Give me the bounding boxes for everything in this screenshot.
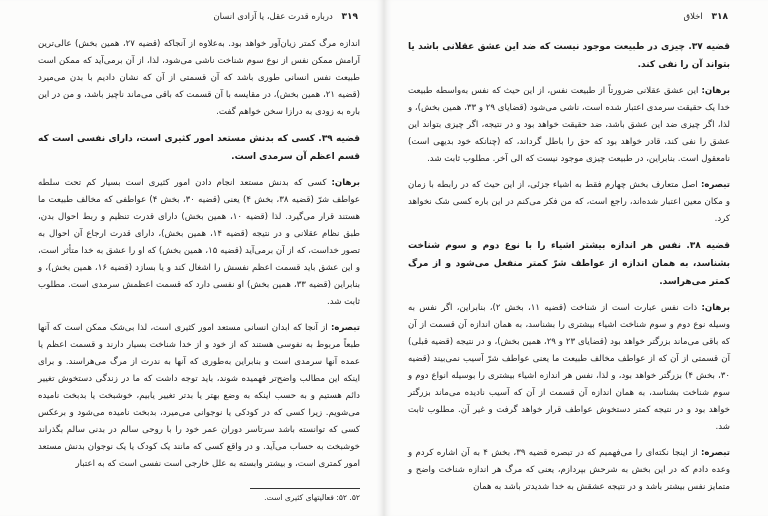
left-running-title: درباره قدرت عقل، یا آزادی انسان [213,12,333,22]
scholium-38-lead: تبصره: [700,448,730,458]
scholium-39 [38,320,360,473]
proof-37 [408,83,730,168]
proposition-39: قضیه ۳۹. کسی که بدنش مستعد امور کثیری است، دارای نفسی است که قسم اعظم آن سرمدی است. [38,134,360,162]
left-body-text [38,36,360,482]
left-running-head [40,10,358,24]
proposition-37: قضیه ۳۷. چیزی در طبیعت موجود نیست که ضد این عشق عقلانی باشد یا بتواند آن را نفی کند. [408,42,731,70]
proof-38-text: ذات نفس عبارت است از شناخت (قضیه ۱۱، بخش ۲)، بنابراین، اگر نفس به وسیله نوع دوم و سوم شناخت اشیاء بیشتری را بشناسد، به همان اندازه آن قسمت از آن که باقی می‌ماند بزرگتر خواهد بود (قضایای ۲۳ و ۲۹، همین بخش)، و در نتیجه (قضیه قبلی) آن قسمتی از آن که از عواطف مخالف طبیعت ما یعنی عواطف شرّ آسیب نمی‌بیند (قضیه ۳۰، بخش ۴) بزرگتر خواهد بود، و لذا، نفس هر اندازه اشیاء بیشتری را بوسیله انواع دوم و سوم شناخت بشناسد، به همان اندازه آن قسمت از آن که آسیب نادیده می‌ماند بزرگتر خواهد بود و در نتیجه کمتر دستخوش عواطف قرار خواهد گرفت و غیر آن. مطلوب ثابت شد. [408,303,731,432]
proof-39-text: کسی که بدنش مستعد انجام دادن امور کثیری است بسیار کم تحت سلطه عواطف شرّ (قضیه ۳۸، بخش ۴) یعنی (قضیه ۳۰، بخش ۴) عواطفی که مخالف طبیعت ما هستند قرار می‌گیرد. لذا (قضیه ۱۰، همین بخش) دارای قدرت تنظیم و ربط احوال بدن، طبق نظام عقلانی و در نتیجه (قضیه ۱۴، همین بخش)، دارای قدرت ارجاع آن احوال به تصور خداست، که از آن برمی‌آید (قضیه ۱۵، همین بخش) که او را عشق به خدا متأثر است، و این عشق باید قسمت اعظم نفسش را اشغال کند و یا بسازد (قضیه ۱۶، همین بخش)، و بنابراین (قضیه ۳۳، همین بخش) او نفسی دارد که قسمت اعظمش سرمدی است. مطلوب ثابت شد. [38,178,361,307]
proof-39-lead: برهان: [331,178,360,188]
scholium-39-text: از آنجا که ابدان انسانی مستعد امور کثیری است، لذا بی‌شک ممکن است که آنها طبعاً مربوط به نفوسی هستند که از خود و از خدا شناخت بسیار دارند و قسمت اعظم یا عمده آنها سرمدی است و بنابراین به‌طوری که آنها به ندرت از مرگ می‌هراسند. و برای اینکه این مطالب واضح‌تر فهمیده شوند، باید توجه داشت که ما در زندگی دستخوش تغییر دائم هستیم و به حسب اینکه به وضع بهتر یا بدتر تغییر یابیم، خوشبخت یا بدبخت نامیده می‌شویم. زیرا کسی که در کودکی یا نوجوانی می‌میرد، بدبخت نامیده می‌شود و برعکس کسی که توانسته باشد سرتاسر دوران عمر خود را با روحی سالم در بدنی سالم بگذراند خوشبخت به حساب می‌آید. و در واقع کسی که مانند یک کودک یا یک نوجوان بدنش مستعد امور کمتری است، و بیشتر وابسته به علل خارجی است نفسی است که به اعتبار [38,323,360,469]
right-running-title: اخلاق [683,12,703,22]
scholium-38-text: از اینجا نکته‌ای را می‌فهمیم که در تبصره قضیه ۳۹، بخش ۴ به آن اشاره کردم و وعده دادم که در این بخش به شرحش بپردازم، یعنی که مرگ هر اندازه شناخت واضح و متمایز نفس بیشتر باشد و در نتیجه عشقش به خدا شدیدتر باشد به همان [408,448,730,492]
proof-39 [38,175,360,311]
proof-37-lead: برهان: [701,86,730,96]
scholium-39-lead: تبصره: [330,323,361,333]
scholium-37 [408,177,730,228]
footnote: ۵۲. ۵۲: فعالیتهای کثیری است. [264,493,360,502]
footnote-rule [250,488,360,489]
scholium-38 [408,445,730,496]
proof-38 [408,300,730,436]
proof-38-lead: برهان: [701,303,730,313]
proof-37-text: این عشق عقلانی ضرورتاً از طبیعت نفس، از این حیث که نفس به‌واسطه طبیعت خدا یک حقیقت سرمدی اعتبار شده است، ناشی می‌شود (قضایای ۲۹ و ۳۳، همین بخش)، و لذا، اگر چیزی ضد این عشق باشد، ضد حقیقت خواهد بود و در نتیجه، اگر چیزی بتواند این عشق را نفی کند، قادر خواهد بود که حق را باطل گرداند، که (چنانکه خود بدیهی است) نامعقول است. بنابراین، در طبیعت چیزی موجود نیست که الی آخر. مطلوب ثابت شد. [408,86,730,164]
right-page [384,0,768,516]
left-paragraph-1: اندازه مرگ کمتر زیان‌آور خواهد بود. به‌علاوه از آنجاکه (قضیه ۲۷، همین بخش) عالی‌ترین آرامش ممکن نفس از نوع سوم شناخت ناشی می‌شود، لذا، از آن برمی‌آید که ممکن است طبیعت نفس انسانی طوری باشد که آن قسمتی از آن که نشان دادیم با بدن می‌میرد (قضیه ۲۱، همین بخش)، در مقایسه با آن قسمت که باقی می‌ماند ناچیز باشد، و من در این باره به زودی به درازا سخن خواهم گفت. [38,39,360,117]
proposition-38: قضیه ۳۸. نفس هر اندازه بیشتر اشیاء را با نوع دوم و سوم شناخت بشناسد، به همان اندازه از عواطف شرّ کمتر منفعل می‌شود و از مرگ کمتر می‌هراسد. [408,241,731,287]
left-page-number: ۳۱۹ [341,12,358,22]
right-body-text [408,38,730,505]
scholium-37-text: اصل متعارف بخش چهارم فقط به اشیاء جزئی، از این حیث که در رابطه با زمان و مکان معین اعتبار شده‌اند، راجع است، که من فکر می‌کنم در این باره کسی شک نخواهد کرد. [408,180,730,224]
right-page-number: ۳۱۸ [711,12,728,22]
scholium-37-lead: تبصره: [700,180,730,190]
right-running-head [410,10,728,24]
